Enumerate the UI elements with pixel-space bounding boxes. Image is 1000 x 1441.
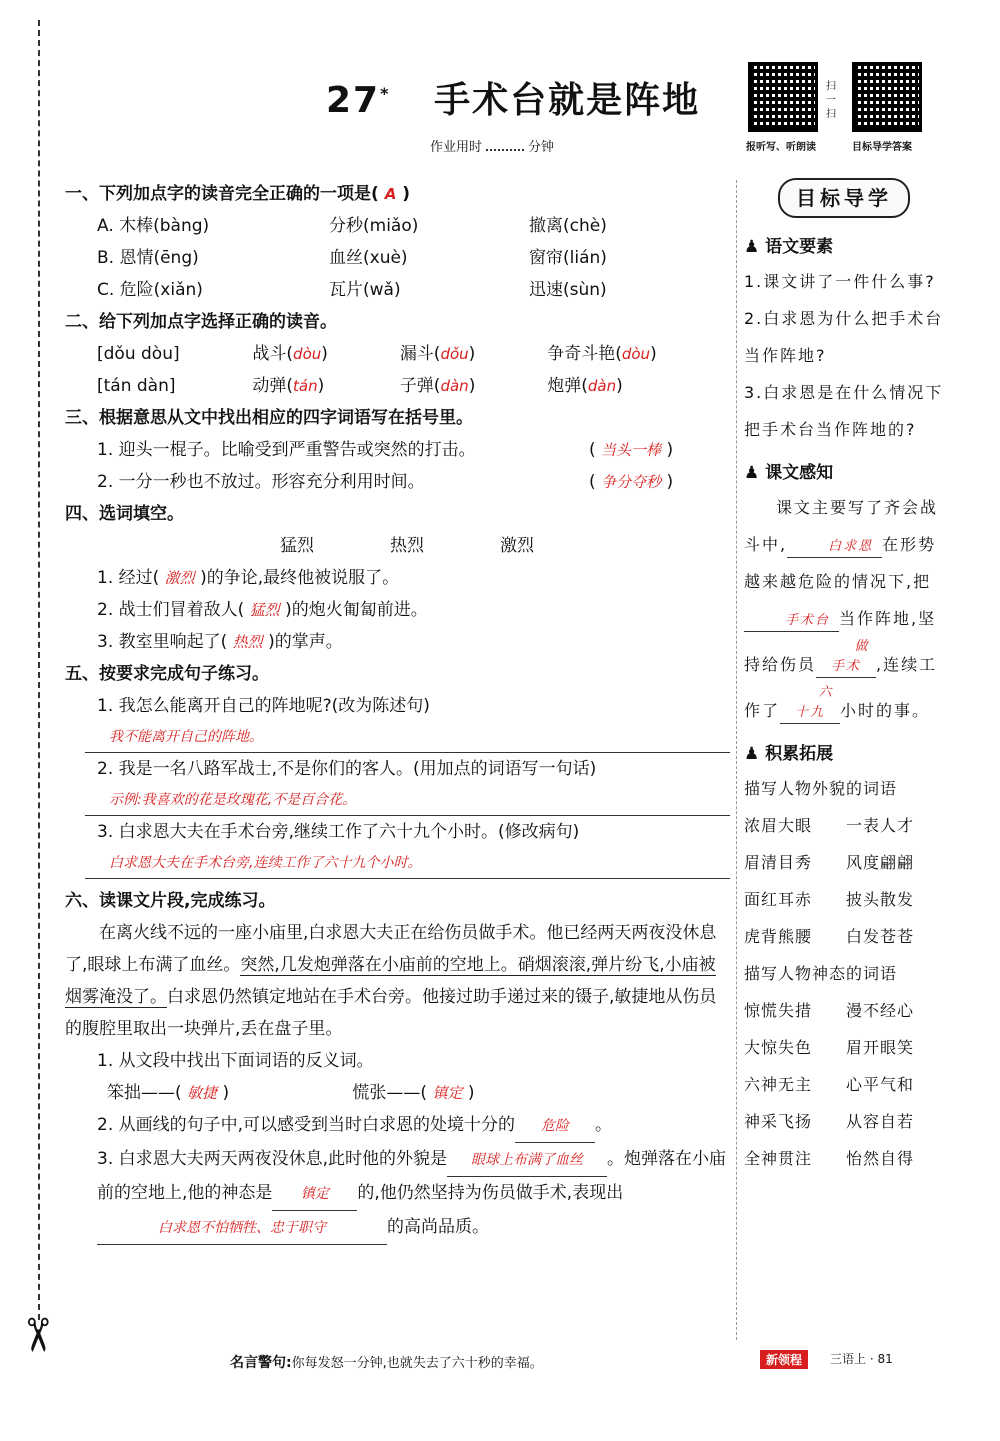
- sidebar-heading: ♟ 课文感知: [744, 463, 834, 483]
- answer: A: [384, 185, 397, 203]
- question-row: 2. 从画线的句子中,可以感受到当时白求恩的处境十分的 危险 。: [65, 1109, 730, 1143]
- scissors-icon: ✂: [10, 1315, 65, 1355]
- word-list: 描写人物外貌的词语 浓眉大眼 一表人才 眉清目秀 风度翩翩 面红耳赤 披头散发 虎背熊腰 白发苍苍 描写人物神态的词语 惊慌失措 漫不经心 大惊失色 眉开眼笑 六神无主 心平气和 神采飞扬 从容自若 全神贯注 怡然自得: [744, 779, 915, 1168]
- section-5: 五、按要求完成句子练习。: [65, 664, 269, 684]
- section-4: 四、选词填空。: [65, 504, 184, 524]
- question-row: 1. 从文段中找出下面词语的反义词。: [97, 1051, 374, 1071]
- question-row: 1. 我怎么能离开自己的阵地呢?(改为陈述句): [97, 696, 430, 716]
- exercise-main: [65, 178, 730, 1245]
- antonym-row: 笨拙——( 敏捷 ) 慌张——( 镇定 ): [107, 1083, 475, 1103]
- answer-line: 我不能离开自己的阵地。: [85, 722, 730, 753]
- sidebar-heading: ♟ 语文要素: [744, 237, 834, 257]
- section-2: 二、给下列加点字选择正确的读音。: [65, 312, 337, 332]
- qr-caption: 目标导学答案: [852, 142, 912, 153]
- question-row: 2. 一分一秒也不放过。形容充分利用时间。 ( 争分夺秒 ): [97, 472, 674, 492]
- person-icon: ♟: [744, 463, 760, 483]
- footer-quote: 名言警句:你每发怒一分钟,也就失去了六十秒的幸福。: [230, 1355, 543, 1371]
- sidebar-heading: ♟ 积累拓展: [744, 744, 834, 764]
- homework-time: 作业用时 分钟: [430, 140, 555, 155]
- section-1: 一、下列加点字的读音完全正确的一项是( A ): [65, 184, 411, 204]
- page-title: 27* 手术台就是阵地: [326, 80, 701, 121]
- scan-label: 扫一扫: [826, 81, 836, 120]
- sidebar-question: 1.课文讲了一件什么事?: [744, 272, 936, 291]
- question-row: 3. 白求恩大夫在手术台旁,继续工作了六十九个小时。(修改病句): [97, 822, 580, 842]
- sidebar-badge: 目标导学: [778, 178, 910, 218]
- answer-line: 示例:我喜欢的花是玫瑰花,不是百合花。: [85, 785, 730, 816]
- sidebar-question: 2.白求恩为什么把手术台当作阵地?: [744, 309, 944, 365]
- question-row: 2. 我是一名八路军战士,不是你们的客人。(用加点的词语写一句话): [97, 759, 597, 779]
- question-row: 2. 战士们冒着敌人( 猛烈 )的炮火匍匐前进。: [97, 600, 428, 620]
- summary-fill: 课文主要写了齐会战斗中, 白求恩 在形势越来越危险的情况下,把手术台 当作阵地,坚持给伤员做手术 ,连续工作了六十九 小时的事。: [744, 489, 944, 729]
- qr-code-icon[interactable]: [852, 62, 922, 132]
- reading-passage: 在离火线不远的一座小庙里,白求恩大夫正在给伤员做手术。他已经两天两夜没休息了,眼球上布满了血丝。突然,几发炮弹落在小庙前的空地上。硝烟滚滚,弹片纷飞,小庙被烟雾淹没了。白求恩仍然镇定地站在手术台旁。他接过助手递过来的镊子,敏捷地从伤员的腹腔里取出一块弹片,丢在盘子里。: [65, 923, 717, 1039]
- sidebar-guide: [744, 178, 944, 1177]
- pinyin-row: [dǒu dòu] 战斗(dòu) 漏斗(dǒu) 争奇斗艳(dòu): [97, 344, 657, 364]
- qr-code-icon[interactable]: [748, 62, 818, 132]
- option-row: C. 危险(xiǎn) 瓦片(wǎ) 迅速(sùn): [97, 280, 607, 300]
- brand-logo: 新领程: [760, 1350, 808, 1369]
- word-choices: 猛烈 热烈 激烈: [280, 536, 534, 556]
- cut-line: [38, 20, 40, 1320]
- column-divider: [736, 180, 737, 1340]
- question-row: 3. 教室里响起了( 热烈 )的掌声。: [97, 632, 343, 652]
- section-3: 三、根据意思从文中找出相应的四字词语写在括号里。: [65, 408, 473, 428]
- pinyin-row: [tán dàn] 动弹(tán) 子弹(dàn) 炮弹(dàn): [97, 376, 623, 396]
- option-row: A. 木棒(bàng) 分秒(miǎo) 撤离(chè): [97, 216, 607, 236]
- page-number: 三语上 · 81: [830, 1352, 893, 1366]
- answer-line: 白求恩大夫在手术台旁,连续工作了六十九个小时。: [85, 848, 730, 879]
- person-icon: ♟: [744, 744, 760, 764]
- section-6: 六、读课文片段,完成练习。: [65, 891, 276, 911]
- question-row: 3. 白求恩大夫两天两夜没休息,此时他的外貌是 眼球上布满了血丝 。炮弹落在小庙前的空地上,他的神态是 镇定 的,他仍然坚持为伤员做手术,表现出白求恩不怕牺牲、忠于职守 的高尚品质。: [65, 1143, 730, 1245]
- question-row: 1. 迎头一棍子。比喻受到严重警告或突然的打击。 ( 当头一棒 ): [97, 440, 674, 460]
- qr-caption: 报听写、听朗读: [746, 142, 816, 153]
- sidebar-question: 3.白求恩是在什么情况下把手术台当作阵地的?: [744, 383, 944, 439]
- question-row: 1. 经过( 激烈 )的争论,最终他被说服了。: [97, 568, 400, 588]
- person-icon: ♟: [744, 237, 760, 257]
- option-row: B. 恩情(ēng) 血丝(xuè) 窗帘(lián): [97, 248, 607, 268]
